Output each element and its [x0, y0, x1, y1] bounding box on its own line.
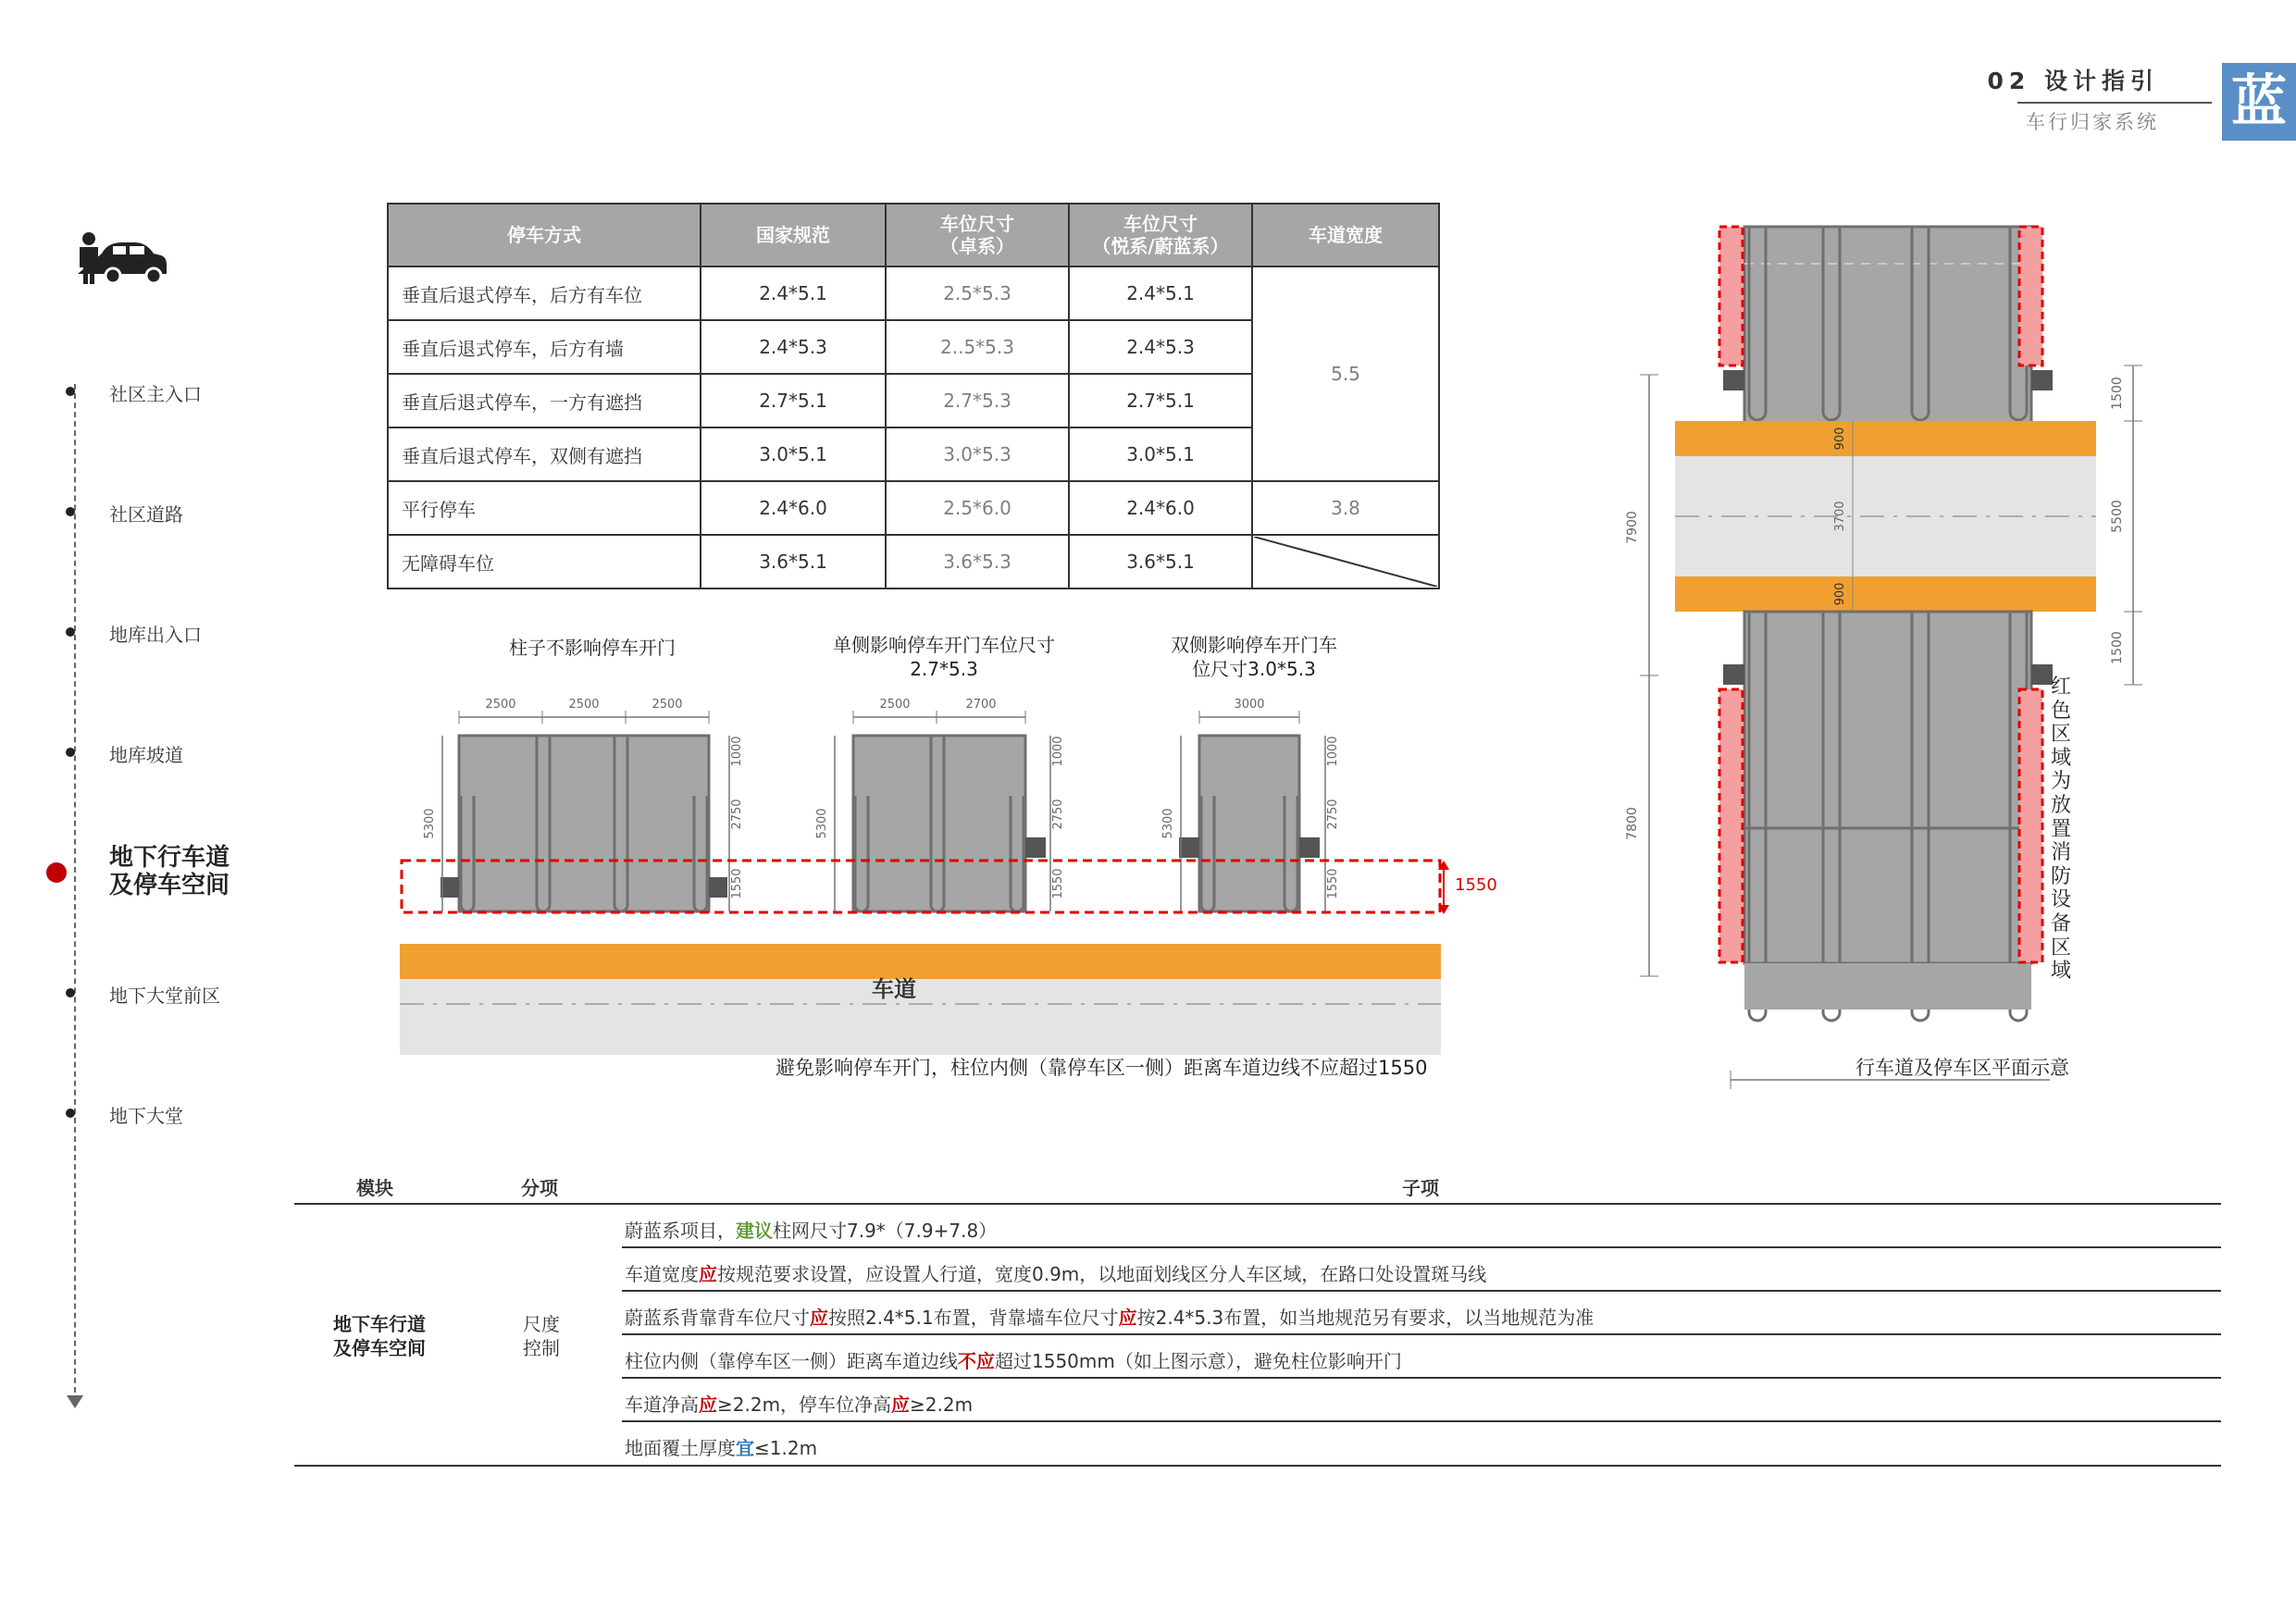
table-cell: 2.5*5.3 [886, 266, 1069, 320]
dim-label: 1500 [2110, 377, 2125, 410]
fire-equipment-note: 红色区域为放置消防设备区域 [2050, 675, 2071, 984]
dim-label: 900 [1833, 582, 1847, 606]
nav-item-garage-entrance[interactable]: 地库出入口 [109, 624, 202, 646]
nav-timeline [74, 384, 76, 1402]
dim-label: 5300 [423, 808, 437, 839]
header-divider [2017, 102, 2212, 104]
table-cell: 2.4*5.3 [701, 320, 886, 374]
header-size-yue: 车位尺寸 （悦系/蔚蓝系） [1069, 204, 1252, 266]
header-size-zhuo: 车位尺寸 （卓系） [886, 204, 1069, 266]
dim-label: 5500 [2110, 500, 2125, 533]
dim-label: 2500 [568, 698, 600, 712]
parking-spec-table [387, 203, 1440, 589]
dim-label: 2750 [730, 799, 744, 830]
section-title: 02 设计指引 [1987, 68, 2159, 94]
nav-dot [66, 387, 75, 396]
requirement-item: 蔚蓝系背靠背车位尺寸应按照2.4*5.1布置，背靠墙车位尺寸应按2.4*5.3布置，如当地规范另有要求，以当地规范为准 [625, 1307, 1595, 1329]
section-note: 避免影响停车开门，柱位内侧（靠停车区一侧）距离车道边线不应超过1550 [776, 1057, 1428, 1079]
table-cell: 2.4*5.3 [1069, 320, 1252, 374]
dim-label: 3700 [1833, 501, 1847, 532]
dim-label: 1500 [2110, 631, 2125, 664]
bottom-table-top-rule [294, 1203, 2221, 1205]
section-subtitle: 车行归家系统 [2026, 111, 2159, 133]
row-rule [622, 1333, 2221, 1335]
empty-diagonal-cell [1252, 535, 1439, 588]
dim-label: 1550 [730, 868, 744, 899]
lane-width-parallel: 3.8 [1252, 481, 1439, 535]
dim-label: 2500 [879, 698, 911, 712]
dim-label: 3000 [1234, 698, 1265, 712]
table-cell: 3.6*5.1 [701, 535, 886, 588]
row-rule [622, 1420, 2221, 1422]
table-cell: 3.0*5.3 [886, 427, 1069, 481]
plan-diagram [1610, 213, 2184, 1101]
nav-dot-active [46, 862, 67, 883]
nav-item-lobby-front[interactable]: 地下大堂前区 [109, 985, 220, 1007]
requirement-item: 车道宽度应按规范要求设置，应设置人行道，宽度0.9m，以地面划线区分人车区域，在路口处设置斑马线 [625, 1263, 1487, 1285]
table-cell: 3.6*5.3 [886, 535, 1069, 588]
table-cell: 2.4*6.0 [701, 481, 886, 535]
header-parking-mode: 停车方式 [388, 204, 701, 266]
bottom-table-bottom-rule [294, 1465, 2221, 1467]
table-cell: 3.0*5.1 [1069, 427, 1252, 481]
car-person-icon [74, 231, 167, 287]
dim-label: 2500 [652, 698, 683, 712]
table-cell: 垂直后退式停车，双侧有遮挡 [388, 427, 701, 481]
bottom-header-items: 子项 [1402, 1177, 1439, 1199]
dim-label: 5300 [1161, 808, 1175, 839]
row-rule [622, 1290, 2221, 1292]
nav-dot [66, 507, 75, 516]
series-badge: 蓝 [2222, 63, 2296, 141]
table-cell: 2..5*5.3 [886, 320, 1069, 374]
table-cell: 垂直后退式停车，一方有遮挡 [388, 374, 701, 427]
bottom-header-category: 分项 [521, 1177, 558, 1199]
dim-label: 1000 [1051, 736, 1065, 767]
caption-single-side: 单侧影响停车开门车位尺寸2.7*5.3 [833, 634, 1055, 680]
requirement-item: 地面覆土厚度宜≤1.2m [625, 1437, 818, 1459]
clearance-label: 1550 [1455, 875, 1497, 895]
nav-item-community-road[interactable]: 社区道路 [109, 503, 183, 526]
table-cell: 3.0*5.1 [701, 427, 886, 481]
table-cell: 2.4*5.1 [701, 266, 886, 320]
table-cell: 2.7*5.1 [701, 374, 886, 427]
nav-dot [66, 1109, 75, 1118]
table-cell: 2.5*6.0 [886, 481, 1069, 535]
header-national-std: 国家规范 [701, 204, 886, 266]
requirement-item: 蔚蓝系项目，建议柱网尺寸7.9*（7.9+7.8） [625, 1220, 998, 1242]
header-lane-width: 车道宽度 [1252, 204, 1439, 266]
caption-double-side: 双侧影响停车开门车位尺寸3.0*5.3 [1171, 634, 1337, 680]
dim-label: 2750 [1051, 799, 1065, 830]
table-cell: 2.7*5.3 [886, 374, 1069, 427]
dim-label: 7800 [1625, 807, 1640, 840]
bottom-header-module: 模块 [356, 1177, 393, 1199]
bay-group-b [815, 698, 1065, 911]
lane-label: 车道 [872, 976, 916, 1002]
bay-group-c [1161, 698, 1340, 911]
dim-label: 1000 [1326, 736, 1340, 767]
table-cell: 无障碍车位 [388, 535, 701, 588]
nav-item-lobby[interactable]: 地下大堂 [109, 1105, 183, 1127]
table-cell: 2.4*5.1 [1069, 266, 1252, 320]
dim-label: 7900 [1625, 511, 1640, 544]
table-cell: 2.4*6.0 [1069, 481, 1252, 535]
lane-area [400, 979, 1441, 1055]
nav-dot [66, 748, 75, 757]
table-cell: 平行停车 [388, 481, 701, 535]
requirement-item: 车道净高应≥2.2m，停车位净高应≥2.2m [625, 1394, 974, 1416]
section-diagram [389, 685, 1508, 1055]
category-cell: 尺度 控制 [523, 1313, 560, 1359]
caption-no-impact: 柱子不影响停车开门 [509, 637, 676, 659]
dim-label: 1000 [730, 736, 744, 767]
row-rule [622, 1246, 2221, 1248]
table-cell: 垂直后退式停车，后方有车位 [388, 266, 701, 320]
table-cell: 2.7*5.1 [1069, 374, 1252, 427]
nav-item-garage-ramp[interactable]: 地库坡道 [109, 744, 183, 766]
sidewalk-strip [400, 944, 1441, 979]
nav-dot [66, 988, 75, 997]
dim-label: 2700 [965, 698, 997, 712]
dim-label: 1550 [1326, 868, 1340, 899]
dim-label: 2750 [1326, 799, 1340, 830]
nav-item-underground-lane[interactable]: 地下行车道 及停车空间 [109, 844, 230, 899]
dim-label: 900 [1833, 427, 1847, 451]
table-cell: 垂直后退式停车，后方有墙 [388, 320, 701, 374]
timeline-arrow [67, 1395, 83, 1408]
lane-width-vertical: 5.5 [1252, 266, 1439, 481]
nav-item-main-entrance[interactable]: 社区主入口 [109, 383, 202, 405]
dim-label: 5300 [815, 808, 829, 839]
table-cell: 3.6*5.1 [1069, 535, 1252, 588]
nav-dot [66, 627, 75, 637]
dim-label: 1550 [1051, 868, 1065, 899]
requirement-item: 柱位内侧（靠停车区一侧）距离车道边线不应超过1550mm（如上图示意），避免柱位影响开门 [625, 1350, 1402, 1372]
row-rule [622, 1377, 2221, 1379]
plan-caption: 行车道及停车区平面示意 [1855, 1057, 2069, 1079]
module-cell: 地下车行道 及停车空间 [333, 1313, 426, 1359]
dim-label: 2500 [485, 698, 516, 712]
bay-group-a [423, 698, 744, 911]
